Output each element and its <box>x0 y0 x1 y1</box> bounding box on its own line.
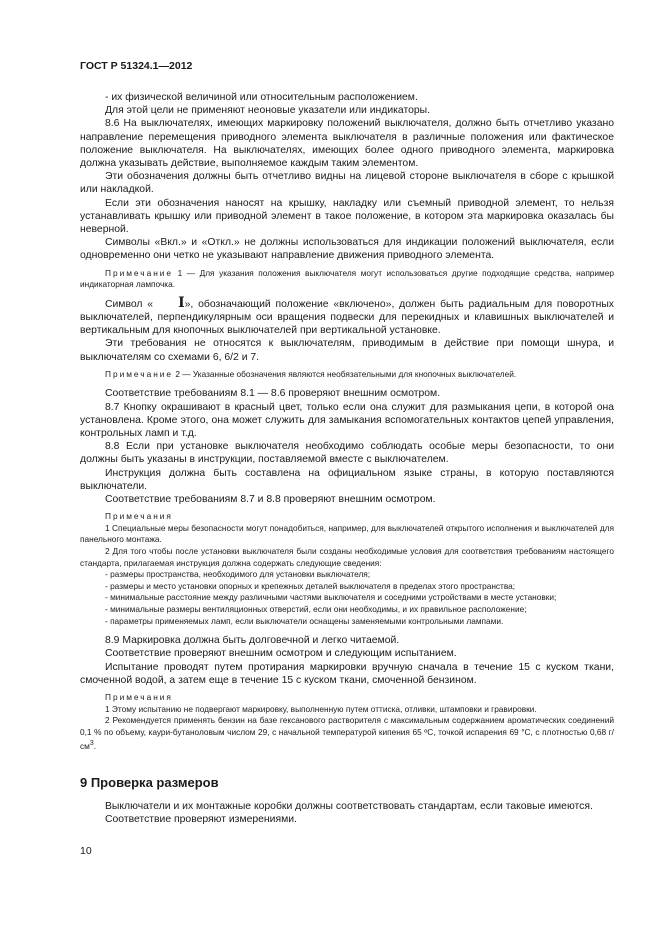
notes-label-text: Примечания <box>105 511 173 522</box>
note-item <box>80 715 614 753</box>
note-item: 2 Для того чтобы после установки выключателя были созданы необходимые условия для соответствия требованиям настоящего стандарта, прилагаемая инструкция должна содержать следующие сведения: <box>80 546 614 568</box>
paragraph-8-9: 8.9 Маркировка должна быть долговечной и легко читаемой. <box>105 635 400 647</box>
section-heading: 9 Проверка размеров <box>80 774 219 790</box>
note-bullet: - минимальные размеры вентиляционных отверстий, если они необходимы, и их правильное расположение; <box>105 604 527 615</box>
note-item: 1 Специальные меры безопасности могут понадобиться, например, для выключателей открытого исполнения и выключателей для панельного монтажа. <box>80 522 614 545</box>
note-bullet: - параметры применяемых ламп, если выключатели оснащены заменяемыми контрольными лампами. <box>105 615 504 626</box>
paragraph-8-8: 8.8 Если при установке выключателя необходимо соблюдать особые меры безопасности, то они должны быть указаны в инструкции, поставляемой вместе с выключателем. <box>80 441 614 466</box>
on-position-symbol-icon: I <box>178 294 185 311</box>
paragraph: - их физической величиной или относительным расположением. <box>105 92 418 103</box>
paragraph: Соответствие требованиям 8.1 — 8.6 проверяют внешним осмотром. <box>105 388 441 400</box>
note-2 <box>80 369 614 381</box>
note-bullet: - размеры и место установки опорных и крепежных деталей выключателя в пределах этого пространства; <box>105 580 516 591</box>
paragraph-text: », обозначающий положение «включено», должен быть радиальным для поворотных выключателей, перпендикулярным оси вращения подвески для перекидных и клавишных выключателей и вертикальным для кнопочных выключателей при вертикальной установке. <box>80 298 614 337</box>
paragraph: Соответствие проверяют внешним осмотром и следующим испытанием. <box>105 648 457 660</box>
paragraph-8-6: 8.6 На выключателях, имеющих маркировку положений выключателя, должно быть отчетливо указано направление перемещения приводного элемента выключателя в различные положения или фактическое положение выключателя. На выключателях, имеющих более одного приводного элемента, маркировка должна указывать действие, выполняемое каждым таким элементом. <box>80 118 614 170</box>
paragraph: Инструкция должна быть составлена на официальном языке страны, в которую поставляются выключатели. <box>80 467 614 492</box>
note-1 <box>80 268 614 291</box>
paragraph: Соответствие требованиям 8.7 и 8.8 проверяют внешним осмотром. <box>105 494 436 506</box>
paragraph-8-7: 8.7 Кнопку окрашивают в красный цвет, только если она служит для размыкания цепи, в которой она установлена. Кроме этого, она может служить для замыкания вспомогательных контактов цепей управления, контрольных ламп и т.д. <box>80 401 614 440</box>
note-bullet: - минимальные расстояние между различными частями выключателя и соседними устройствами в месте установки; <box>105 592 557 603</box>
note-text: 2 Рекомендуется применять бензин на базе гексанового растворителя с максимальным содержанием ароматических соединений 0,1 % по объему, каури-бутаноловым числом 29, с начальной температурой кипения 65 ºC, точкой испарения 69 °C, с плотностью 0,68 г/см <box>80 715 614 752</box>
paragraph: Соответствие проверяют измерениями. <box>105 813 297 825</box>
note-text: 2 — Указанные обозначения являются необязательными для кнопочных выключателей. <box>173 368 517 379</box>
notes-label <box>80 511 614 523</box>
paragraph: Символы «Вкл.» и «Откл.» не должны использоваться для индикации положений выключателя, если одновременно они четко не указывают направление движения приводного элемента. <box>80 237 614 262</box>
notes-label-text: Примечания <box>105 692 173 703</box>
page-number: 10 <box>80 845 92 857</box>
note-text: 1 — Для указания положения выключателя могут использоваться другие подходящие средства, например индикаторная лампочка. <box>80 267 614 290</box>
paragraph-symbol <box>80 294 614 338</box>
note-item: 1 Этому испытанию не подвергают маркировку, выполненную путем оттиска, отливки, штамповки и гравировки. <box>105 703 537 714</box>
notes-label <box>80 692 614 704</box>
page-content <box>80 91 614 826</box>
paragraph: Эти обозначения должны быть отчетливо видны на лицевой стороне выключателя в сборе с крышкой или накладкой. <box>80 171 614 196</box>
paragraph: Если эти обозначения наносят на крышку, накладку или съемный приводной элемент, то нельзя устанавливать крышку или приводной элемент в такое положение, в котором эта маркировка оказалась бы неверной. <box>80 197 614 236</box>
note-bullet: - размеры пространства, необходимого для установки выключателя; <box>105 569 371 580</box>
paragraph: Для этой цели не применяют неоновые указатели или индикаторы. <box>105 105 431 117</box>
note-label: Примечание <box>105 267 174 278</box>
document-header: ГОСТ Р 51324.1—2012 <box>80 60 193 72</box>
paragraph: Выключатели и их монтажные коробки должны соответствовать стандартам, если таковые имеются. <box>105 800 593 812</box>
paragraph: Эти требования не относятся к выключателям, приводимым в действие при помощи шнура, и выключателям со схемами 6, 6/2 и 7. <box>80 338 614 363</box>
superscript: 3 <box>89 740 94 748</box>
paragraph-text: Символ « <box>105 298 154 310</box>
note-label: Примечание <box>105 368 174 379</box>
note-text: . <box>93 741 97 752</box>
paragraph: Испытание проводят путем протирания маркировки вручную сначала в течение 15 с куском ткани, смоченной водой, а затем еще в течение 15 с куском ткани, смоченной бензином. <box>80 661 614 686</box>
